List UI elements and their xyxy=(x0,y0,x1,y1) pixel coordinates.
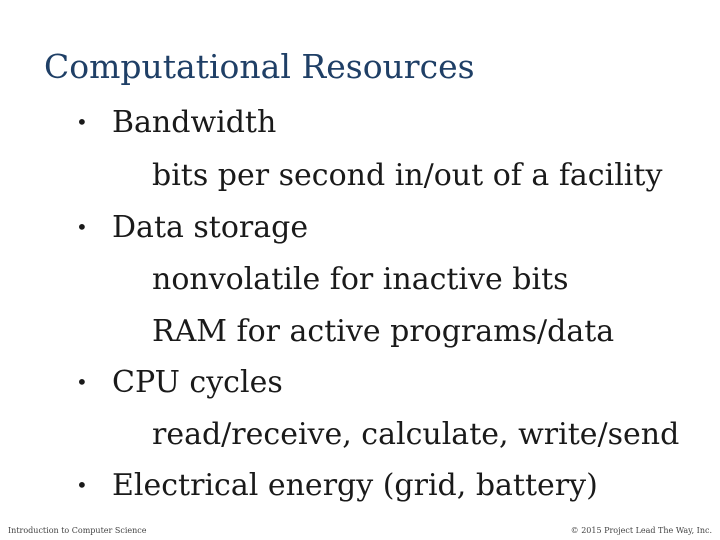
bullet-item xyxy=(76,462,598,510)
bullet-text: CPU cycles xyxy=(112,365,283,400)
footer-copyright: © 2015 Project Lead The Way, Inc. xyxy=(570,526,712,535)
bullet-text: Electrical energy (grid, battery) xyxy=(112,468,598,503)
bullet-dot-icon: • xyxy=(76,215,88,239)
bullet-dot-icon: • xyxy=(76,110,88,134)
slide-title: Computational Resources xyxy=(44,47,475,86)
bullet-detail: read/receive, calculate, write/send xyxy=(152,417,680,452)
bullet-item xyxy=(76,359,283,407)
bullet-detail: RAM for active programs/data xyxy=(152,314,615,349)
bullet-dot-icon: • xyxy=(76,370,88,394)
bullet-dot-icon: • xyxy=(76,473,88,497)
bullet-detail: nonvolatile for inactive bits xyxy=(152,262,569,297)
bullet-item xyxy=(76,204,308,252)
bullet-text: Bandwidth xyxy=(112,105,277,140)
bullet-detail: bits per second in/out of a facility xyxy=(152,158,663,193)
bullet-text: Data storage xyxy=(112,210,309,245)
bullet-item xyxy=(76,99,276,147)
footer-course-name: Introduction to Computer Science xyxy=(8,526,147,535)
